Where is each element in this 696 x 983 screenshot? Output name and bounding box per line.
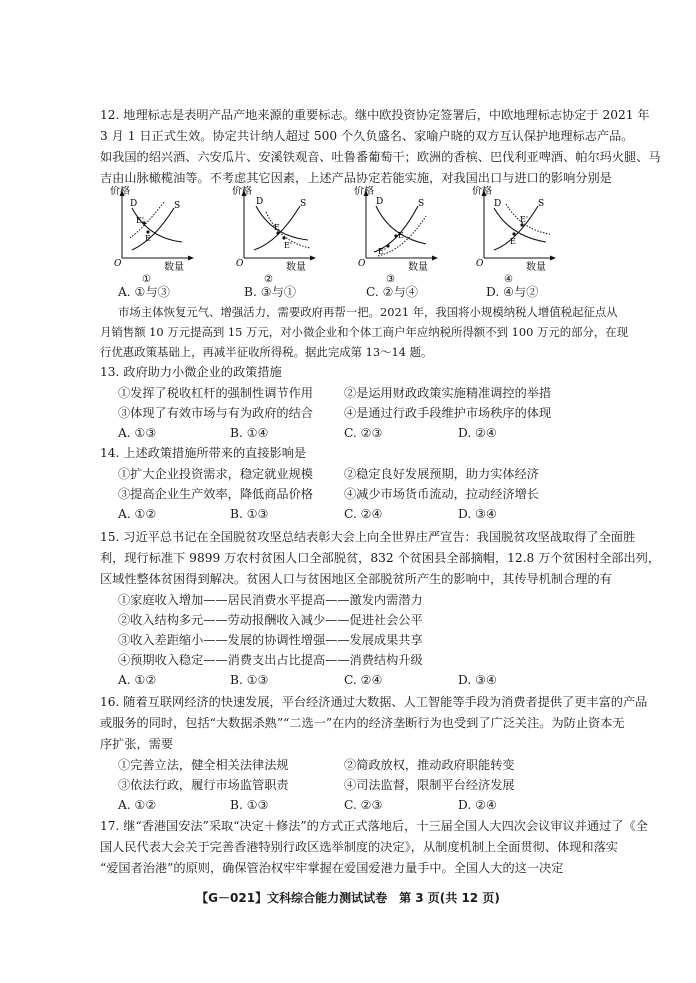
- graph-2-e-label: E: [274, 223, 280, 232]
- q15-item-4: ④预期收入稳定——消费支出占比提高——消费结构升级: [118, 653, 423, 667]
- supply-demand-graph-1: [108, 186, 194, 284]
- graph-1-number: ①: [142, 274, 151, 284]
- q14-item-4: ④减少市场货币流动，拉动经济增长: [344, 487, 539, 501]
- q15-item-2: ②收入结构多元——劳动报酬收入减少——促进社会公平: [118, 613, 423, 627]
- graph-3-x-label: 数量: [408, 262, 428, 273]
- q12-line-4: 吉由山脉橄榄油等。不考虑其它因素，上述产品协定若能实施，对我国出口与进口的影响分别是: [100, 171, 612, 185]
- q14-option-a[interactable]: A. ①②: [118, 507, 157, 521]
- q15-option-a[interactable]: A. ①②: [118, 673, 157, 687]
- q12-line-3: 如我国的绍兴酒、六安瓜片、安溪铁观音、吐鲁番葡萄干；欧洲的香槟、巴伐利亚啤酒、帕尔玛火腿、马: [100, 150, 661, 164]
- q17-line-3: “爱国者治港”的原则，确保管治权牢牢掌握在爱国爱港力量手中。全国人大的这一决定: [100, 861, 564, 875]
- q12-line-2: 3 月 1 日正式生效。协定共计纳人超过 500 个久负盛名、家喻户晓的双方互认保护地理标志产品。: [100, 129, 634, 143]
- material-line-1: 市场主体恢复元气、增强活力，需要政府再帮一把。2021 年，我国将小规模纳税人增值税起征点从: [118, 305, 618, 319]
- q15-item-1: ①家庭收入增加——居民消费水平提高——激发内需潜力: [118, 593, 423, 607]
- graph-1-demand-label: D: [130, 199, 138, 209]
- graph-1-x-label: 数量: [164, 262, 184, 273]
- material-line-3: 行优惠政策基础上，再减半征收所得税。据此完成第 13～14 题。: [100, 345, 433, 359]
- graph-3-supply-label: S: [418, 199, 425, 209]
- q15-option-c[interactable]: C. ②④: [344, 673, 383, 687]
- q13-option-c[interactable]: C. ②③: [344, 426, 383, 440]
- q12-option-d[interactable]: D. ④与②: [486, 285, 539, 299]
- graph-3-e-label: E: [398, 231, 404, 240]
- graph-4-number: ④: [504, 274, 513, 284]
- q15-line-1: 15. 习近平总书记在全国脱贫攻坚总结表彰大会上向全世界庄严宣告：我国脱贫攻坚战取得了全面胜: [100, 530, 636, 544]
- supply-demand-graph-3: [352, 186, 438, 284]
- q16-item-3: ③依法行政，履行市场监管职责: [118, 778, 289, 792]
- graph-3-number: ③: [386, 274, 395, 284]
- q15-line-3: 区域性整体贫困得到解决。贫困人口与贫困地区全部脱贫所产生的影响中，其传导机制合理的有: [100, 572, 612, 586]
- q12-option-b[interactable]: B. ③与①: [244, 285, 297, 299]
- graph-4-e-label: E: [510, 237, 516, 246]
- graph-4-supply-label: S: [538, 199, 545, 209]
- q13-item-4: ④是通过行政手段维护市场秩序的体现: [344, 406, 552, 420]
- q14-item-1: ①扩大企业投资需求，稳定就业规模: [118, 467, 313, 481]
- graph-1-e2-label: E': [136, 216, 145, 225]
- q15-option-d[interactable]: D. ③④: [458, 673, 497, 687]
- q14-option-b[interactable]: B. ①③: [230, 507, 269, 521]
- q14-stem: 14. 上述政策措施所带来的直接影响是: [100, 446, 307, 460]
- q15-line-2: 利，现行标准下 9899 万农村贫困人口全部脱贫，832 个贫困县全部摘帽，12.8 万个贫困村全部出列，: [100, 551, 661, 565]
- q16-option-a[interactable]: A. ①②: [118, 798, 157, 812]
- q13-option-a[interactable]: A. ①③: [118, 426, 157, 440]
- q12-option-c[interactable]: C. ②与④: [366, 285, 418, 299]
- q12-line-1: 12. 地理标志是表明产品产地来源的重要标志。继中欧投资协定签署后，中欧地理标志协定于 2021 年: [100, 108, 650, 122]
- graph-3-y-label: 价格: [354, 186, 374, 197]
- q16-option-c[interactable]: C. ②③: [344, 798, 383, 812]
- q13-item-1: ①发挥了税收杠杆的强制性调节作用: [118, 386, 313, 400]
- graph-4-demand-label: D: [494, 199, 502, 209]
- supply-demand-graph-2: [230, 186, 316, 284]
- q14-item-2: ②稳定良好发展预期，助力实体经济: [344, 467, 539, 481]
- q16-option-b[interactable]: B. ①③: [230, 798, 269, 812]
- graph-1-y-label: 价格: [110, 186, 130, 197]
- graph-4-e2-label: E': [520, 215, 529, 224]
- q13-item-3: ③体现了有效市场与有为政府的结合: [118, 406, 313, 420]
- graph-2-demand-label: D: [256, 197, 264, 207]
- q16-item-1: ①完善立法，健全相关法律法规: [118, 758, 289, 772]
- q13-stem: 13. 政府助力小微企业的政策措施: [100, 365, 282, 379]
- q14-option-d[interactable]: D. ③④: [458, 507, 497, 521]
- q16-line-3: 序扩张，需要: [100, 737, 174, 751]
- graph-4-origin: O: [476, 259, 484, 269]
- q16-line-2: 或服务的同时，包括“大数据杀熟”“二选一”在内的经济垄断行为也受到了广泛关注。为防止资本无: [100, 716, 625, 730]
- graph-3-demand-label: D: [376, 197, 384, 207]
- q14-item-3: ③提高企业生产效率，降低商品价格: [118, 487, 313, 501]
- page-footer: 【G－021】文科综合能力测试试卷 第 3 页(共 12 页): [196, 891, 500, 905]
- graph-4-y-label: 价格: [472, 186, 492, 197]
- q16-line-1: 16. 随着互联网经济的快速发展，平台经济通过大数据、人工智能等手段为消费者提供了更丰富的产品: [100, 695, 648, 709]
- graph-4-x-label: 数量: [526, 262, 546, 273]
- graph-2-number: ②: [264, 274, 273, 284]
- graph-1-supply-label: S: [174, 201, 181, 211]
- graph-3-origin: O: [358, 259, 366, 269]
- graph-2-supply-label: S: [300, 199, 307, 209]
- graph-2-y-label: 价格: [232, 186, 252, 197]
- q13-item-2: ②是运用财政政策实施精准调控的举措: [344, 386, 552, 400]
- material-line-2: 月销售额 10 万元提高到 15 万元，对小微企业和个体工商户年应纳税所得额不到 100 万元的部分，在现: [100, 325, 629, 339]
- graph-2-e2-label: E': [284, 241, 293, 250]
- q13-option-d[interactable]: D. ②④: [458, 426, 497, 440]
- q17-line-2: 国人民代表大会关于完善香港特别行政区选举制度的决定》，从制度机制上全面贯彻、体现和落实: [100, 840, 618, 854]
- q12-graphs: [108, 186, 578, 286]
- graph-1-e-label: E: [145, 234, 151, 243]
- q13-option-b[interactable]: B. ①④: [230, 426, 269, 440]
- graph-2-origin: O: [236, 259, 244, 269]
- q16-item-4: ④司法监督，限制平台经济发展: [344, 778, 515, 792]
- q15-option-b[interactable]: B. ①③: [230, 673, 269, 687]
- graph-3-e2-label: E': [378, 247, 387, 256]
- q17-line-1: 17. 继“香港国安法”采取“决定＋修法”的方式正式落地后，十三届全国人大四次会议审议并通过了《全: [100, 819, 648, 833]
- q14-option-c[interactable]: C. ②④: [344, 507, 383, 521]
- q12-option-a[interactable]: A. ①与③: [118, 285, 170, 299]
- q15-item-3: ③收入差距缩小——发展的协调性增强——发展成果共享: [118, 633, 423, 647]
- graph-2-x-label: 数量: [286, 262, 306, 273]
- q16-option-d[interactable]: D. ②④: [458, 798, 497, 812]
- q16-item-2: ②简政放权，推动政府职能转变: [344, 758, 515, 772]
- supply-demand-graph-4: [470, 186, 556, 284]
- graph-1-origin: O: [114, 259, 122, 269]
